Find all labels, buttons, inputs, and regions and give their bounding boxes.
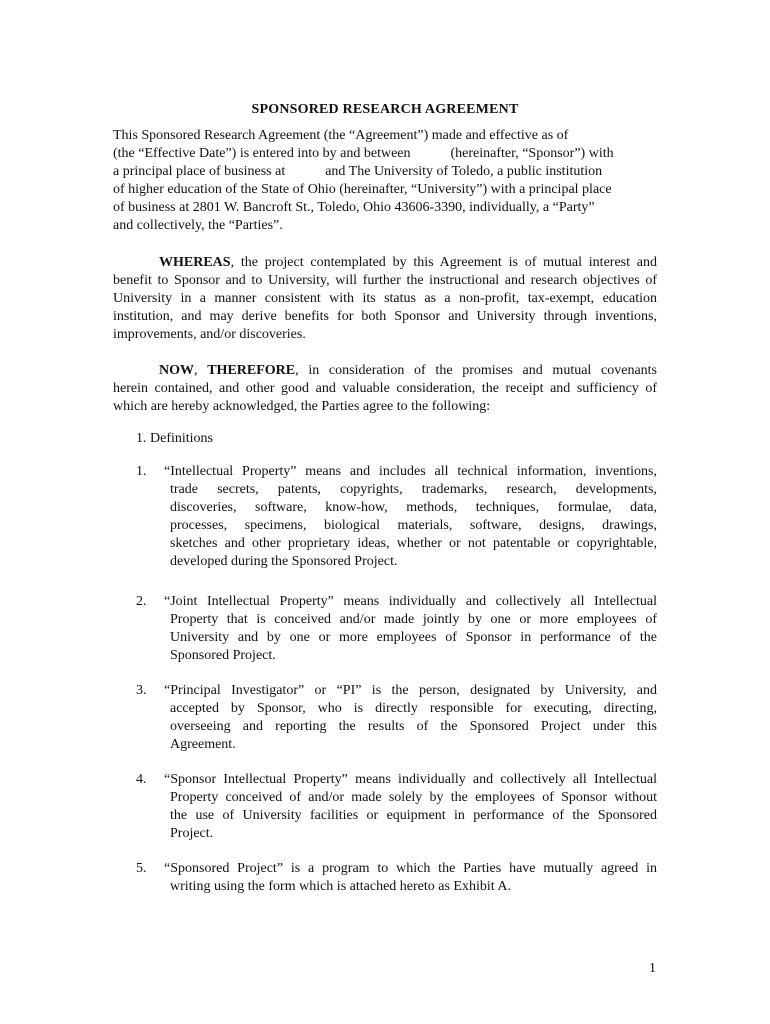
intro-paragraph — [113, 127, 657, 235]
definition-line: trade secrets, patents, copyrights, trademarks, research, developments, — [170, 482, 657, 497]
page-number: 1 — [649, 961, 656, 976]
definition-line: overseeing and reporting the results of the Sponsored Project under this — [170, 719, 657, 734]
definition-line: sketches and other proprietary ideas, whether or not patentable or copyrightable, — [170, 536, 657, 551]
definition-line: Property conceived of and/or made solely by the employees of Sponsor without — [170, 790, 657, 805]
intro-line: a principal place of business at and The University of Toledo, a public institution — [113, 164, 603, 179]
definition-item — [136, 771, 657, 843]
definition-line: Agreement. — [170, 737, 236, 752]
whereas-lead: WHEREAS — [159, 255, 231, 270]
intro-line: of higher education of the State of Ohio (hereinafter, “University”) with a principal place — [113, 182, 612, 197]
now-line: NOW, THEREFORE, in consideration of the promises and mutual covenants — [159, 363, 657, 378]
definition-item — [136, 593, 657, 665]
definition-line: writing using the form which is attached hereto as Exhibit A. — [170, 879, 511, 894]
intro-line: of business at 2801 W. Bancroft St., Toledo, Ohio 43606-3390, individually, a “Party” — [113, 200, 595, 215]
whereas-line: WHEREAS, the project contemplated by this Agreement is of mutual interest and — [159, 255, 657, 270]
definition-line: Sponsored Project. — [170, 648, 276, 663]
definition-item — [136, 463, 657, 571]
definition-line: developed during the Sponsored Project. — [170, 554, 398, 569]
now-line: herein contained, and other good and valuable consideration, the receipt and sufficiency of — [113, 381, 657, 396]
definition-line: “Sponsor Intellectual Property” means individually and collectively all Intellectual — [164, 772, 657, 787]
definition-line: Project. — [170, 826, 214, 841]
definition-item — [136, 860, 657, 896]
definition-line: processes, specimens, biological materials, software, designs, drawings, — [170, 518, 657, 533]
intro-line: and collectively, the “Parties”. — [113, 218, 283, 233]
definition-number: 5. — [136, 861, 147, 876]
definition-number: 3. — [136, 683, 147, 698]
intro-line: This Sponsored Research Agreement (the “Agreement”) made and effective as of — [113, 128, 569, 143]
definition-number: 1. — [136, 464, 147, 479]
document-title: SPONSORED RESEARCH AGREEMENT — [251, 102, 519, 117]
definition-line: the use of University facilities or equipment in performance of the Sponsored — [170, 808, 657, 823]
definition-line: “Sponsored Project” is a program to which the Parties have mutually agreed in — [164, 861, 657, 876]
whereas-line: institution, and may derive benefits for both Sponsor and University through inventions, — [113, 309, 657, 324]
whereas-line: benefit to Sponsor and to University, will further the instructional and research objectives of — [113, 273, 657, 288]
definition-number: 4. — [136, 772, 147, 787]
definition-line: “Principal Investigator” or “PI” is the person, designated by University, and — [164, 683, 657, 698]
definition-line: Property that is conceived and/or made jointly by one or more employees of — [170, 612, 657, 627]
definition-number: 2. — [136, 594, 147, 609]
now-therefore-paragraph — [113, 362, 657, 416]
definition-item — [136, 682, 657, 754]
whereas-line: improvements, and/or discoveries. — [113, 327, 306, 342]
whereas-paragraph — [113, 254, 657, 344]
definition-line: discoveries, software, know-how, methods, techniques, formulae, data, — [170, 500, 657, 515]
now-lead: NOW — [159, 363, 194, 378]
definition-line: “Joint Intellectual Property” means individually and collectively all Intellectual — [164, 594, 657, 609]
whereas-line: University in a manner consistent with its status as a non-profit, tax-exempt, education — [113, 291, 657, 306]
definition-line: accepted by Sponsor, who is directly responsible for executing, directing, — [170, 701, 657, 716]
therefore-lead: THEREFORE — [207, 363, 296, 378]
now-line: which are hereby acknowledged, the Parties agree to the following: — [113, 399, 491, 414]
definitions-heading: 1. Definitions — [136, 431, 213, 446]
definition-line: University and by one or more employees of Sponsor in performance of the — [170, 630, 657, 645]
intro-line: (the “Effective Date”) is entered into by and between (hereinafter, “Sponsor”) with — [113, 146, 614, 161]
definition-line: “Intellectual Property” means and includes all technical information, inventions, — [164, 464, 657, 479]
